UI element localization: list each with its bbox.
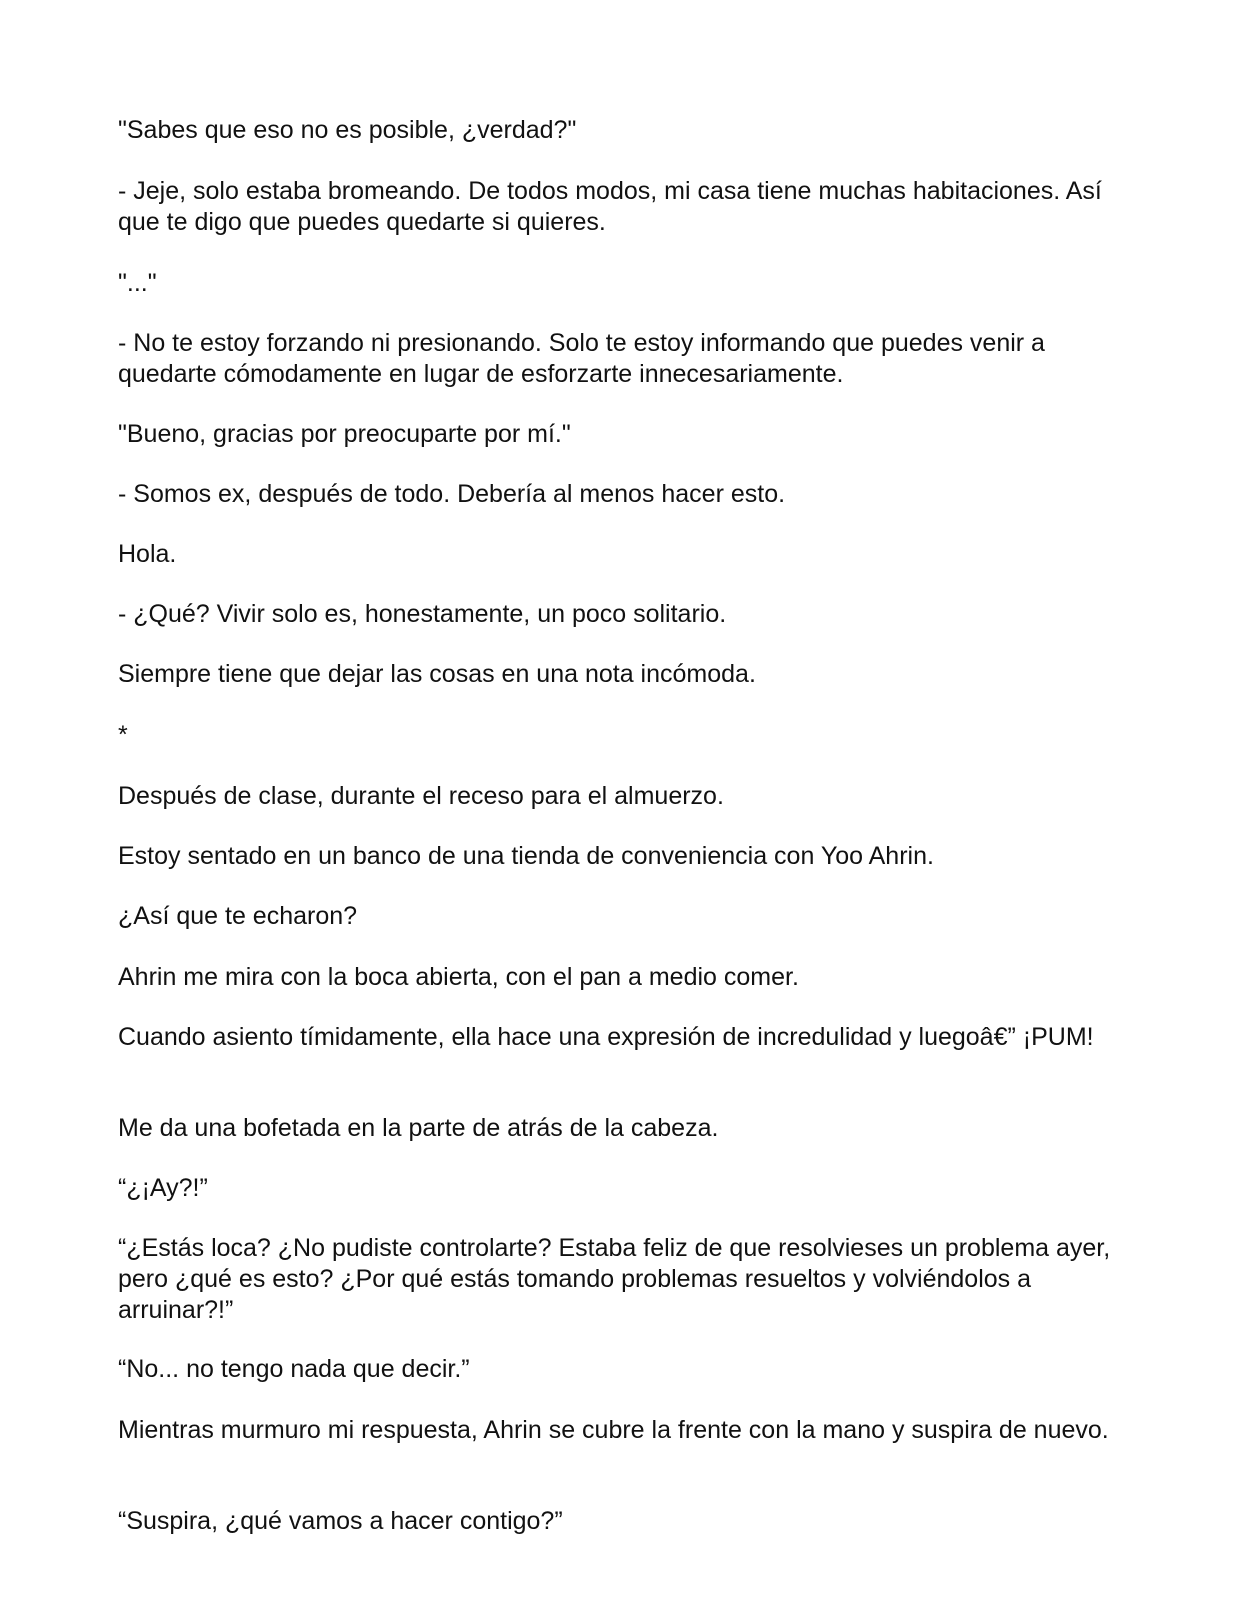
paragraph-17: “¿¡Ay?!” bbox=[118, 1174, 208, 1202]
paragraph-5: "Bueno, gracias por preocuparte por mí." bbox=[118, 420, 571, 448]
paragraph-18: “¿Estás loca? ¿No pudiste controlarte? Estaba feliz de que resolvieses un problema ayer, pero ¿qué es esto? ¿Por qué estás tomando problemas resueltos y volviéndolos a arruinar?!” bbox=[118, 1234, 1111, 1324]
paragraph-19: “No... no tengo nada que decir.” bbox=[118, 1355, 470, 1383]
paragraph-3: "..." bbox=[118, 269, 157, 297]
paragraph-13: ¿Así que te echaron? bbox=[118, 902, 358, 930]
paragraph-11: Después de clase, durante el receso para el almuerzo. bbox=[118, 782, 724, 810]
paragraph-8: - ¿Qué? Vivir solo es, honestamente, un poco solitario. bbox=[118, 600, 727, 628]
paragraph-4: - No te estoy forzando ni presionando. Solo te estoy informando que puedes venir a quedarte cómodamente en lugar de esforzarte innecesariamente. bbox=[118, 329, 1045, 388]
paragraph-2: - Jeje, solo estaba bromeando. De todos modos, mi casa tiene muchas habitaciones. Así que te digo que puedes quedarte si quieres. bbox=[118, 177, 1102, 236]
paragraph-6: - Somos ex, después de todo. Debería al menos hacer esto. bbox=[118, 480, 786, 508]
paragraph-21: “Suspira, ¿qué vamos a hacer contigo?” bbox=[118, 1507, 563, 1535]
paragraph-9: Siempre tiene que dejar las cosas en una nota incómoda. bbox=[118, 660, 756, 688]
scene-break: * bbox=[118, 721, 128, 749]
paragraph-14: Ahrin me mira con la boca abierta, con el pan a medio comer. bbox=[118, 963, 799, 991]
paragraph-16: Me da una bofetada en la parte de atrás de la cabeza. bbox=[118, 1114, 719, 1142]
paragraph-15: Cuando asiento tímidamente, ella hace una expresión de incredulidad y luegoâ€” ¡PUM! bbox=[118, 1023, 1094, 1051]
paragraph-1: "Sabes que eso no es posible, ¿verdad?" bbox=[118, 116, 577, 144]
paragraph-12: Estoy sentado en un banco de una tienda de conveniencia con Yoo Ahrin. bbox=[118, 842, 934, 870]
paragraph-7: Hola. bbox=[118, 540, 177, 568]
paragraph-20: Mientras murmuro mi respuesta, Ahrin se cubre la frente con la mano y suspira de nuevo. bbox=[118, 1416, 1109, 1444]
